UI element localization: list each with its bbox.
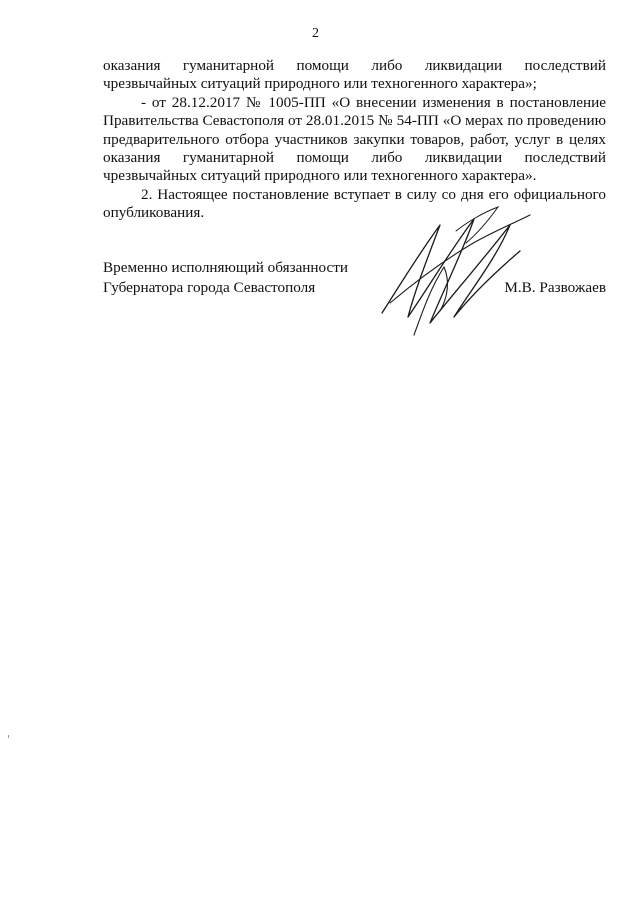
signer-position-line-1: Временно исполняющий обязанности [103,259,349,276]
signer-name: М.В. Развожаев [504,279,606,296]
paragraph-effective-date: 2. Настоящее постановление вступает в силу со дня его официального опубликования. [103,185,606,222]
page-number: 2 [312,26,319,41]
paragraph-amendment-item: - от 28.12.2017 № 1005-ПП «О внесении изменения в постановление Правительства Севастополя от 28.01.2015 № 54-ПП «О мерах по проведению предварительного отбора участников закупки товаров, работ, услуг в целях оказания гуманитарной помощи либо ликвидации последствий чрезвычайных ситуаций природного или техногенного характера». [103,93,606,185]
margin-mark [8,735,9,738]
signer-position-line-2: Губернатора города Севастополя [103,279,316,296]
paragraph-continuation: оказания гуманитарной помощи либо ликвидации последствий чрезвычайных ситуаций природного или техногенного характера»; [103,57,606,93]
signer-position [103,258,403,298]
